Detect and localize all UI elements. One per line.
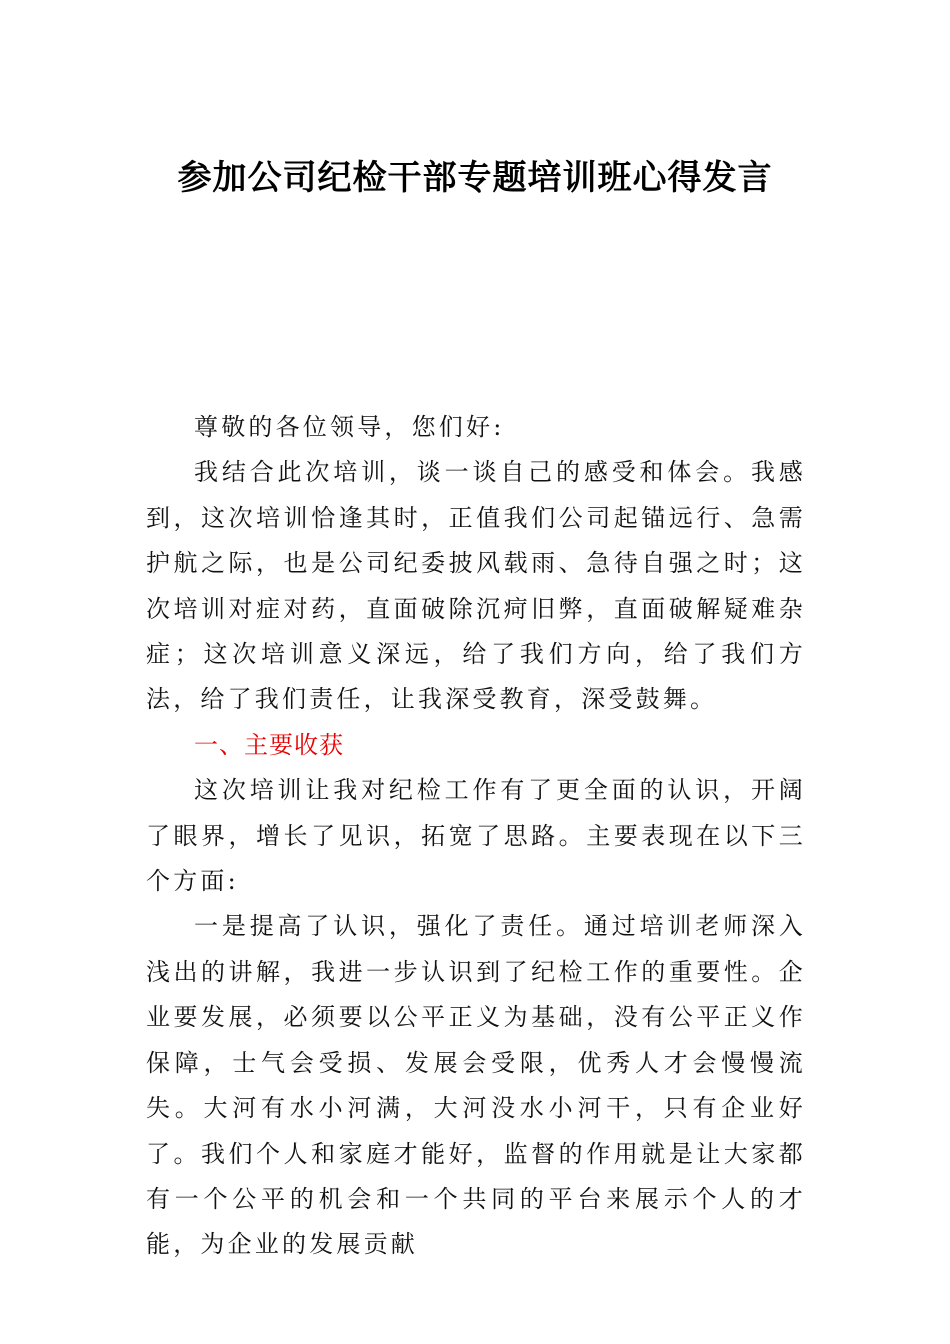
body-paragraph: 一是提高了认识，强化了责任。通过培训老师深入浅出的讲解，我进一步认识到了纪检工作的重要性。企业要发展，必须要以公平正义为基础，没有公平正义作保障，士气会受损、发展会受限，优秀人才会慢慢流失。大河有水小河满，大河没水小河干，只有企业好了。我们个人和家庭才能好，监督的作用就是让大家都有一个公平的机会和一个共同的平台来展示个人的才能，为企业的发展贡献	[146, 912, 806, 1259]
document-title: 参加公司纪检干部专题培训班心得发言	[177, 158, 773, 198]
section-heading: 一、主要收获	[194, 730, 344, 759]
document-body	[146, 405, 806, 1268]
greeting-paragraph: 尊敬的各位领导，您们好:	[194, 413, 505, 441]
body-paragraph: 我结合此次培训，谈一谈自己的感受和体会。我感到，这次培训恰逢其时，正值我们公司起锚远行、急需护航之际，也是公司纪委披风载雨、急待自强之时；这次培训对症对药，直面破除沉疴旧弊，直面破解疑难杂症；这次培训意义深远，给了我们方向，给了我们方法，给了我们责任，让我深受教育，深受鼓舞。	[146, 458, 806, 714]
body-paragraph: 这次培训让我对纪检工作有了更全面的认识，开阔了眼界，增长了见识，拓宽了思路。主要表现在以下三个方面:	[146, 776, 806, 896]
